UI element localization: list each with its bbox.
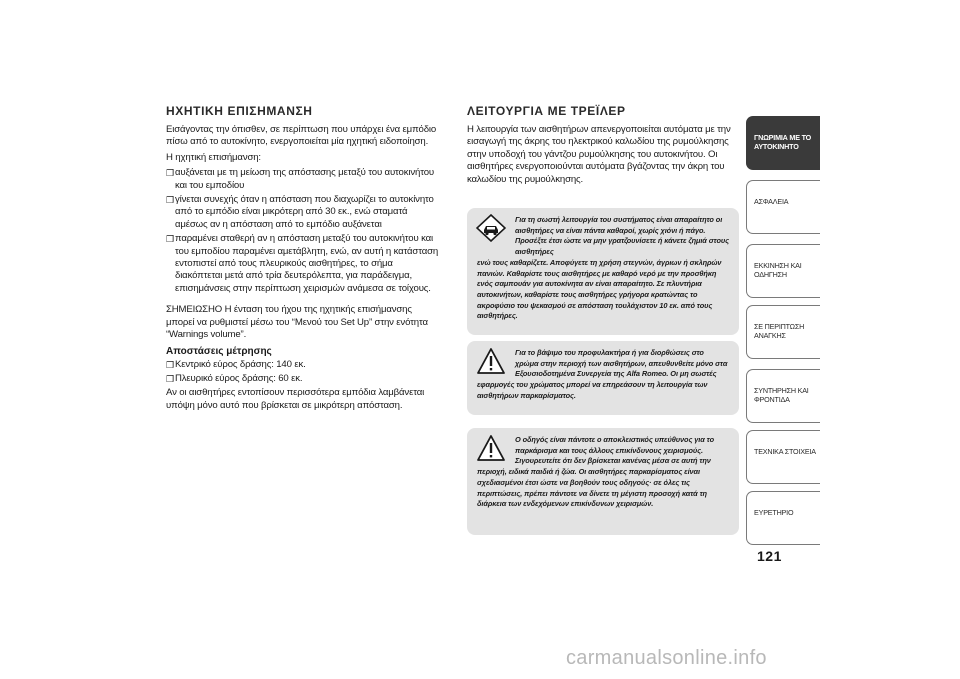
warning-icon (476, 434, 506, 462)
left-column (166, 104, 440, 415)
tab-maintenance[interactable]: ΣΥΝΤΗΡΗΣΗ ΚΑΙ ΦΡΟΝΤΙΔΑ (746, 369, 820, 423)
closing-paragraph: Αν οι αισθητήρες εντοπίσουν περισσότερα εμπόδια λαμβάνεται υπόψη μόνο αυτό που βρίσκεται σε μικρότερη απόσταση. (166, 387, 425, 411)
right-column (467, 104, 739, 189)
chapter-tabs (746, 116, 820, 546)
watermark: carmanualsonline.info (566, 647, 767, 669)
intro-paragraph: Εισάγοντας την όπισθεν, σε περίπτωση που υπάρχει ένα εμπόδιο πίσω από το αυτοκίνητο, ενεργοποιείται μία ηχητική ειδοποίηση. (166, 124, 437, 148)
section-title-trailer: ΛΕΙΤΟΥΡΓΙΑ ΜΕ ΤΡΕΪΛΕΡ (467, 104, 626, 118)
list-item: ❒ Πλευρικό εύρος δράσης: 60 εκ. (166, 372, 303, 384)
care-note-box: Για τη σωστή λειτουργία του συστήματος είναι απαραίτητο οι αισθητήρες να είναι πάντα καθαροί, χωρίς χιόνι ή πάγο. Προσέξτε έτσι ώστε να μην γρατζουνίσετε ή κάνετε ζημιά στους αισθητήρες ενώ τους καθαρίζετε. Αποφύγετε τη χρήση στεγνών, άγριων ή σκληρών πανιών. Καθαρίστε τους αισθητήρες με καθαρό νερό με την προσθήκη ενός σαμπουάν για αυτοκίνητα αν είναι απαραίτητο. Σε πλυντήρια αυτοκινήτων, καθαρίστε τους αισθητήρες γρήγορα κρατώντας το ακροφύσιο του ψεκασμού σε απόσταση τουλάχιστον 10 εκ. από τους αισθητήρες. (467, 208, 739, 335)
tab-index[interactable]: ΕΥΡΕΤΗΡΙΟ (746, 491, 820, 545)
bullet-box-icon: ❒ (166, 373, 174, 384)
list-item: ❒ γίνεται συνεχής όταν η απόσταση που διαχωρίζει το αυτοκίνητο από το εμπόδιο είναι μικρότερη από 30 εκ., ενώ σταματά αμέσως αν η απόσταση από το εμπόδιο αυξάνεται (166, 194, 434, 230)
paint-warning-box: Για το βάψιμο του προφυλακτήρα ή για διορθώσεις στο χρώμα στην περιοχή των αισθητήρων, απευθυνθείτε μόνο στα Εξουσιοδοτημένα Συνεργεία της Alfa Romeo. Οι μη σωστές εφαρμογές του χρώματος μπορεί να επηρεάσουν τη λειτουργία των αισθητήρων παρκαρίσματος. (467, 341, 739, 415)
subtitle-distances: Αποστάσεις μέτρησης (166, 345, 272, 357)
trailer-paragraph: Η λειτουργία των αισθητήρων απενεργοποιείται αυτόματα με την εισαγωγή της άκρης του ηλεκτρικού καλωδίου της ρυμούλκησης στην υποδοχή του γάντζου ρυμούλκησης του αυτοκινήτου. Οι αισθητήρες ενεργοποιούνται αυτόματα βγάζοντας την άκρη του καλωδίου της ρυμούλκησης. (467, 124, 731, 185)
list-item: ❒ παραμένει σταθερή αν η απόσταση μεταξύ του αυτοκινήτου και του εμποδίου παραμένει αμετάβλητη, ενώ, αν αυτή η κατάσταση εντοπιστεί από τους πλευρικούς αισθητήρες, το σήμα διακόπτεται μετά από τρία δευτερόλεπτα, για παράδειγμα, επισημάνσεις στην περίπτωση χειρισμών ανάμεσα σε τοίχους. (166, 233, 439, 294)
warning-icon (476, 347, 506, 375)
tab-starting-driving[interactable]: ΕΚΚΙΝΗΣΗ ΚΑΙ ΟΔΗΓΗΣΗ (746, 244, 820, 298)
signal-lead: Η ηχητική επισήμανση: (166, 151, 261, 163)
tab-safety[interactable]: ΑΣΦΑΛΕΙΑ (746, 180, 820, 234)
tab-emergency[interactable]: ΣΕ ΠΕΡΙΠΤΩΣΗ ΑΝΑΓΚΗΣ (746, 305, 820, 359)
list-item: ❒ Κεντρικό εύρος δράσης: 140 εκ. (166, 358, 306, 370)
bullet-box-icon: ❒ (166, 195, 174, 206)
bullet-box-icon: ❒ (166, 168, 174, 179)
bullet-box-icon: ❒ (166, 234, 174, 245)
tab-getting-to-know[interactable]: ΓΝΩΡΙΜΙΑ ΜΕ ΤΟ ΑΥΤΟΚΙΝΗΤΟ (746, 116, 820, 170)
bullet-box-icon: ❒ (166, 359, 174, 370)
tab-technical-data[interactable]: ΤΕΧΝΙΚΑ ΣΤΟΙΧΕΙΑ (746, 430, 820, 484)
car-care-icon (476, 214, 506, 242)
driver-warning-box: Ο οδηγός είναι πάντοτε ο αποκλειστικός υπεύθυνος για το παρκάρισμα και τους άλλους επικίνδυνους χειρισμούς. Σιγουρευτείτε ότι δεν βρίσκεται κανένας μέσα σε αυτή την περιοχή, ειδικά παιδιά ή ζώα. Οι αισθητήρες παρκαρίσματος είναι σχεδιασμένοι έτσι ώστε να βοηθούν τους οδηγούς· σε όλες τις περιπτώσεις, πρέπει πάντοτε να δίνετε τη μέγιστη προσοχή κατά τη διάρκεια των ενδεχόμενων επικίνδυνων χειρισμών. (467, 428, 739, 535)
list-item: ❒ αυξάνεται με τη μείωση της απόστασης μεταξύ του αυτοκινήτου και του εμποδίου (166, 167, 434, 191)
page-number: 121 (757, 548, 782, 564)
section-title-acoustic-signal: ΗΧΗΤΙΚΗ ΕΠΙΣΗΜΑΝΣΗ (166, 104, 313, 118)
note-paragraph: ΣΗΜΕΙΩΣΗΟ Η ένταση του ήχου της ηχητικής επισήμανσης μπορεί να ρυθμιστεί μέσω του “Μενού του Set Up” στην ενότητα “Warnings volume”. (166, 304, 428, 341)
